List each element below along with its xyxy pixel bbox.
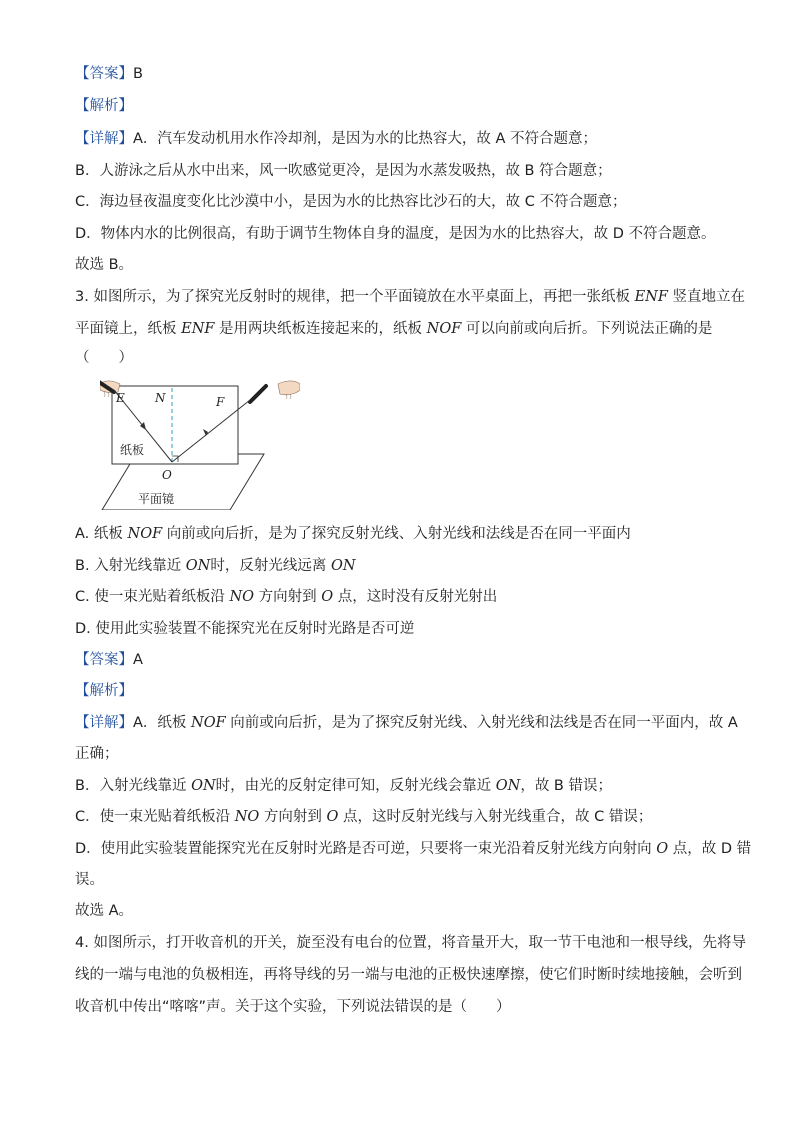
text-segment: B. 入射光线靠近 xyxy=(75,558,186,574)
q3-detail-d-cont: 误。 xyxy=(75,872,104,888)
text-segment: O xyxy=(326,809,339,825)
q3-detail-a-cont: 正确； xyxy=(75,746,119,762)
q3-stem-line-2 xyxy=(75,319,712,339)
q3-stem-line-1 xyxy=(75,287,745,307)
text-segment: C. 使一束光贴着纸板沿 xyxy=(75,589,230,605)
text-segment: 点，这时没有反射光射出 xyxy=(333,589,498,605)
text-segment: 平面镜上，纸板 xyxy=(75,321,182,337)
analysis-tag: 【解析】 xyxy=(75,98,133,114)
text-segment: NOF xyxy=(127,526,163,542)
label-n: N xyxy=(155,391,166,405)
q3-conclusion: 故选 A。 xyxy=(75,903,134,919)
q2-detail-c: C．海边昼夜温度变化比沙漠中小，是因为水的比热容比沙石的大，故 C 不符合题意； xyxy=(75,194,627,210)
q4-stem-line-1: 4. 如图所示，打开收音机的开关，旋至没有电台的位置，将音量开大，取一节干电池和一根导线，先将导 xyxy=(75,935,746,951)
right-laser-pen xyxy=(250,386,266,402)
text-segment: 方向射到 xyxy=(259,809,327,825)
text-segment: O xyxy=(321,589,334,605)
q4-stem-line-2: 线的一端与电池的负极相连，再将导线的另一端与电池的正极快速摩擦，使它们时断时续地接触，会听到 xyxy=(75,967,742,983)
reflection-diagram xyxy=(100,376,300,510)
q3-option-c xyxy=(75,587,497,607)
q4-stem-line-3: 收音机中传出“喀喀”声。关于这个实验，下列说法错误的是（ ） xyxy=(75,999,511,1015)
text-segment: O xyxy=(656,841,669,857)
text-segment: NOF xyxy=(191,715,226,731)
text-segment: 是用两块纸板连接起来的，纸板 xyxy=(214,321,427,337)
text-segment: D．使用此实验装置能探究光在反射时光路是否可逆，只要将一束光沿着反射光线方向射向 xyxy=(75,841,657,857)
label-o: O xyxy=(162,468,172,482)
answer-value: A xyxy=(133,652,143,668)
text-segment: ON xyxy=(191,778,216,794)
detail-tag: 【详解】 xyxy=(75,131,133,147)
text-segment: B．入射光线靠近 xyxy=(75,778,192,794)
text-segment: ON xyxy=(330,558,356,574)
q3-answer-line xyxy=(75,650,143,670)
text-segment: 竖直地立在 xyxy=(667,289,746,305)
text-segment: 点，这时反射光线与入射光线重合，故 C 错误； xyxy=(338,809,653,825)
text-segment: C．使一束光贴着纸板沿 xyxy=(75,809,235,825)
q3-stem-line-3: （ ） xyxy=(75,350,133,366)
q2-detail-d: D．物体内水的比例很高，有助于调节生物体自身的温度，是因为水的比热容大，故 D 不符合题意。 xyxy=(75,226,716,242)
reflection-experiment-figure xyxy=(100,376,300,510)
text-segment: 可以向前或向后折。下列说法正确的是 xyxy=(461,321,713,337)
label-e: E xyxy=(116,391,125,405)
q2-answer-line xyxy=(75,64,143,84)
answer-value: B xyxy=(133,66,143,82)
analysis-tag: 【解析】 xyxy=(75,683,133,699)
text-segment: 时，反射光线远离 xyxy=(210,558,331,574)
text-segment: ENF xyxy=(181,321,215,337)
q3-detail-d xyxy=(75,839,751,859)
text-segment: 向前或向后折，是为了探究反射光线、入射光线和法线是否在同一平面内 xyxy=(162,526,631,542)
text-segment: ON xyxy=(185,558,211,574)
q2-conclusion: 故选 B。 xyxy=(75,257,134,273)
text-segment: 向前或向后折，是为了探究反射光线、入射光线和法线是否在同一平面内，故 A xyxy=(225,715,738,731)
text-segment: A．纸板 xyxy=(133,715,192,731)
label-mirror: 平面镜 xyxy=(138,492,175,506)
q3-option-b xyxy=(75,556,356,576)
text-segment: 点，故 D 错 xyxy=(668,841,752,857)
text-segment: A．汽车发动机用水作冷却剂，是因为水的比热容大，故 A 不符合题意； xyxy=(133,131,598,147)
text-segment: ENF xyxy=(634,289,668,305)
q3-option-d: D. 使用此实验装置不能探究光在反射时光路是否可逆 xyxy=(75,621,415,637)
answer-tag: 【答案】 xyxy=(75,652,133,668)
q3-detail-c xyxy=(75,807,652,827)
answer-tag: 【答案】 xyxy=(75,66,133,82)
text-segment: NO xyxy=(234,809,260,825)
text-segment: ，故 B 错误； xyxy=(520,778,612,794)
label-board: 纸板 xyxy=(120,443,145,457)
right-hand-shape xyxy=(278,381,300,395)
text-segment: NO xyxy=(229,589,255,605)
text-segment: ON xyxy=(495,778,521,794)
text-segment: 3. 如图所示，为了探究光反射时的规律，把一个平面镜放在水平桌面上，再把一张纸板 xyxy=(75,289,635,305)
text-segment: A. 纸板 xyxy=(75,526,128,542)
text-segment: 方向射到 xyxy=(254,589,322,605)
label-f: F xyxy=(216,395,225,409)
q3-detail-b xyxy=(75,776,612,796)
q2-detail-b: B．人游泳之后从水中出来，风一吹感觉更冷，是因为水蒸发吸热，故 B 符合题意； xyxy=(75,163,612,179)
q2-detail-a xyxy=(75,129,597,149)
text-segment: 时，由光的反射定律可知，反射光线会靠近 xyxy=(215,778,496,794)
q3-option-a xyxy=(75,524,631,544)
detail-tag: 【详解】 xyxy=(75,715,133,731)
text-segment: NOF xyxy=(426,321,462,337)
q3-detail-a xyxy=(75,713,738,733)
